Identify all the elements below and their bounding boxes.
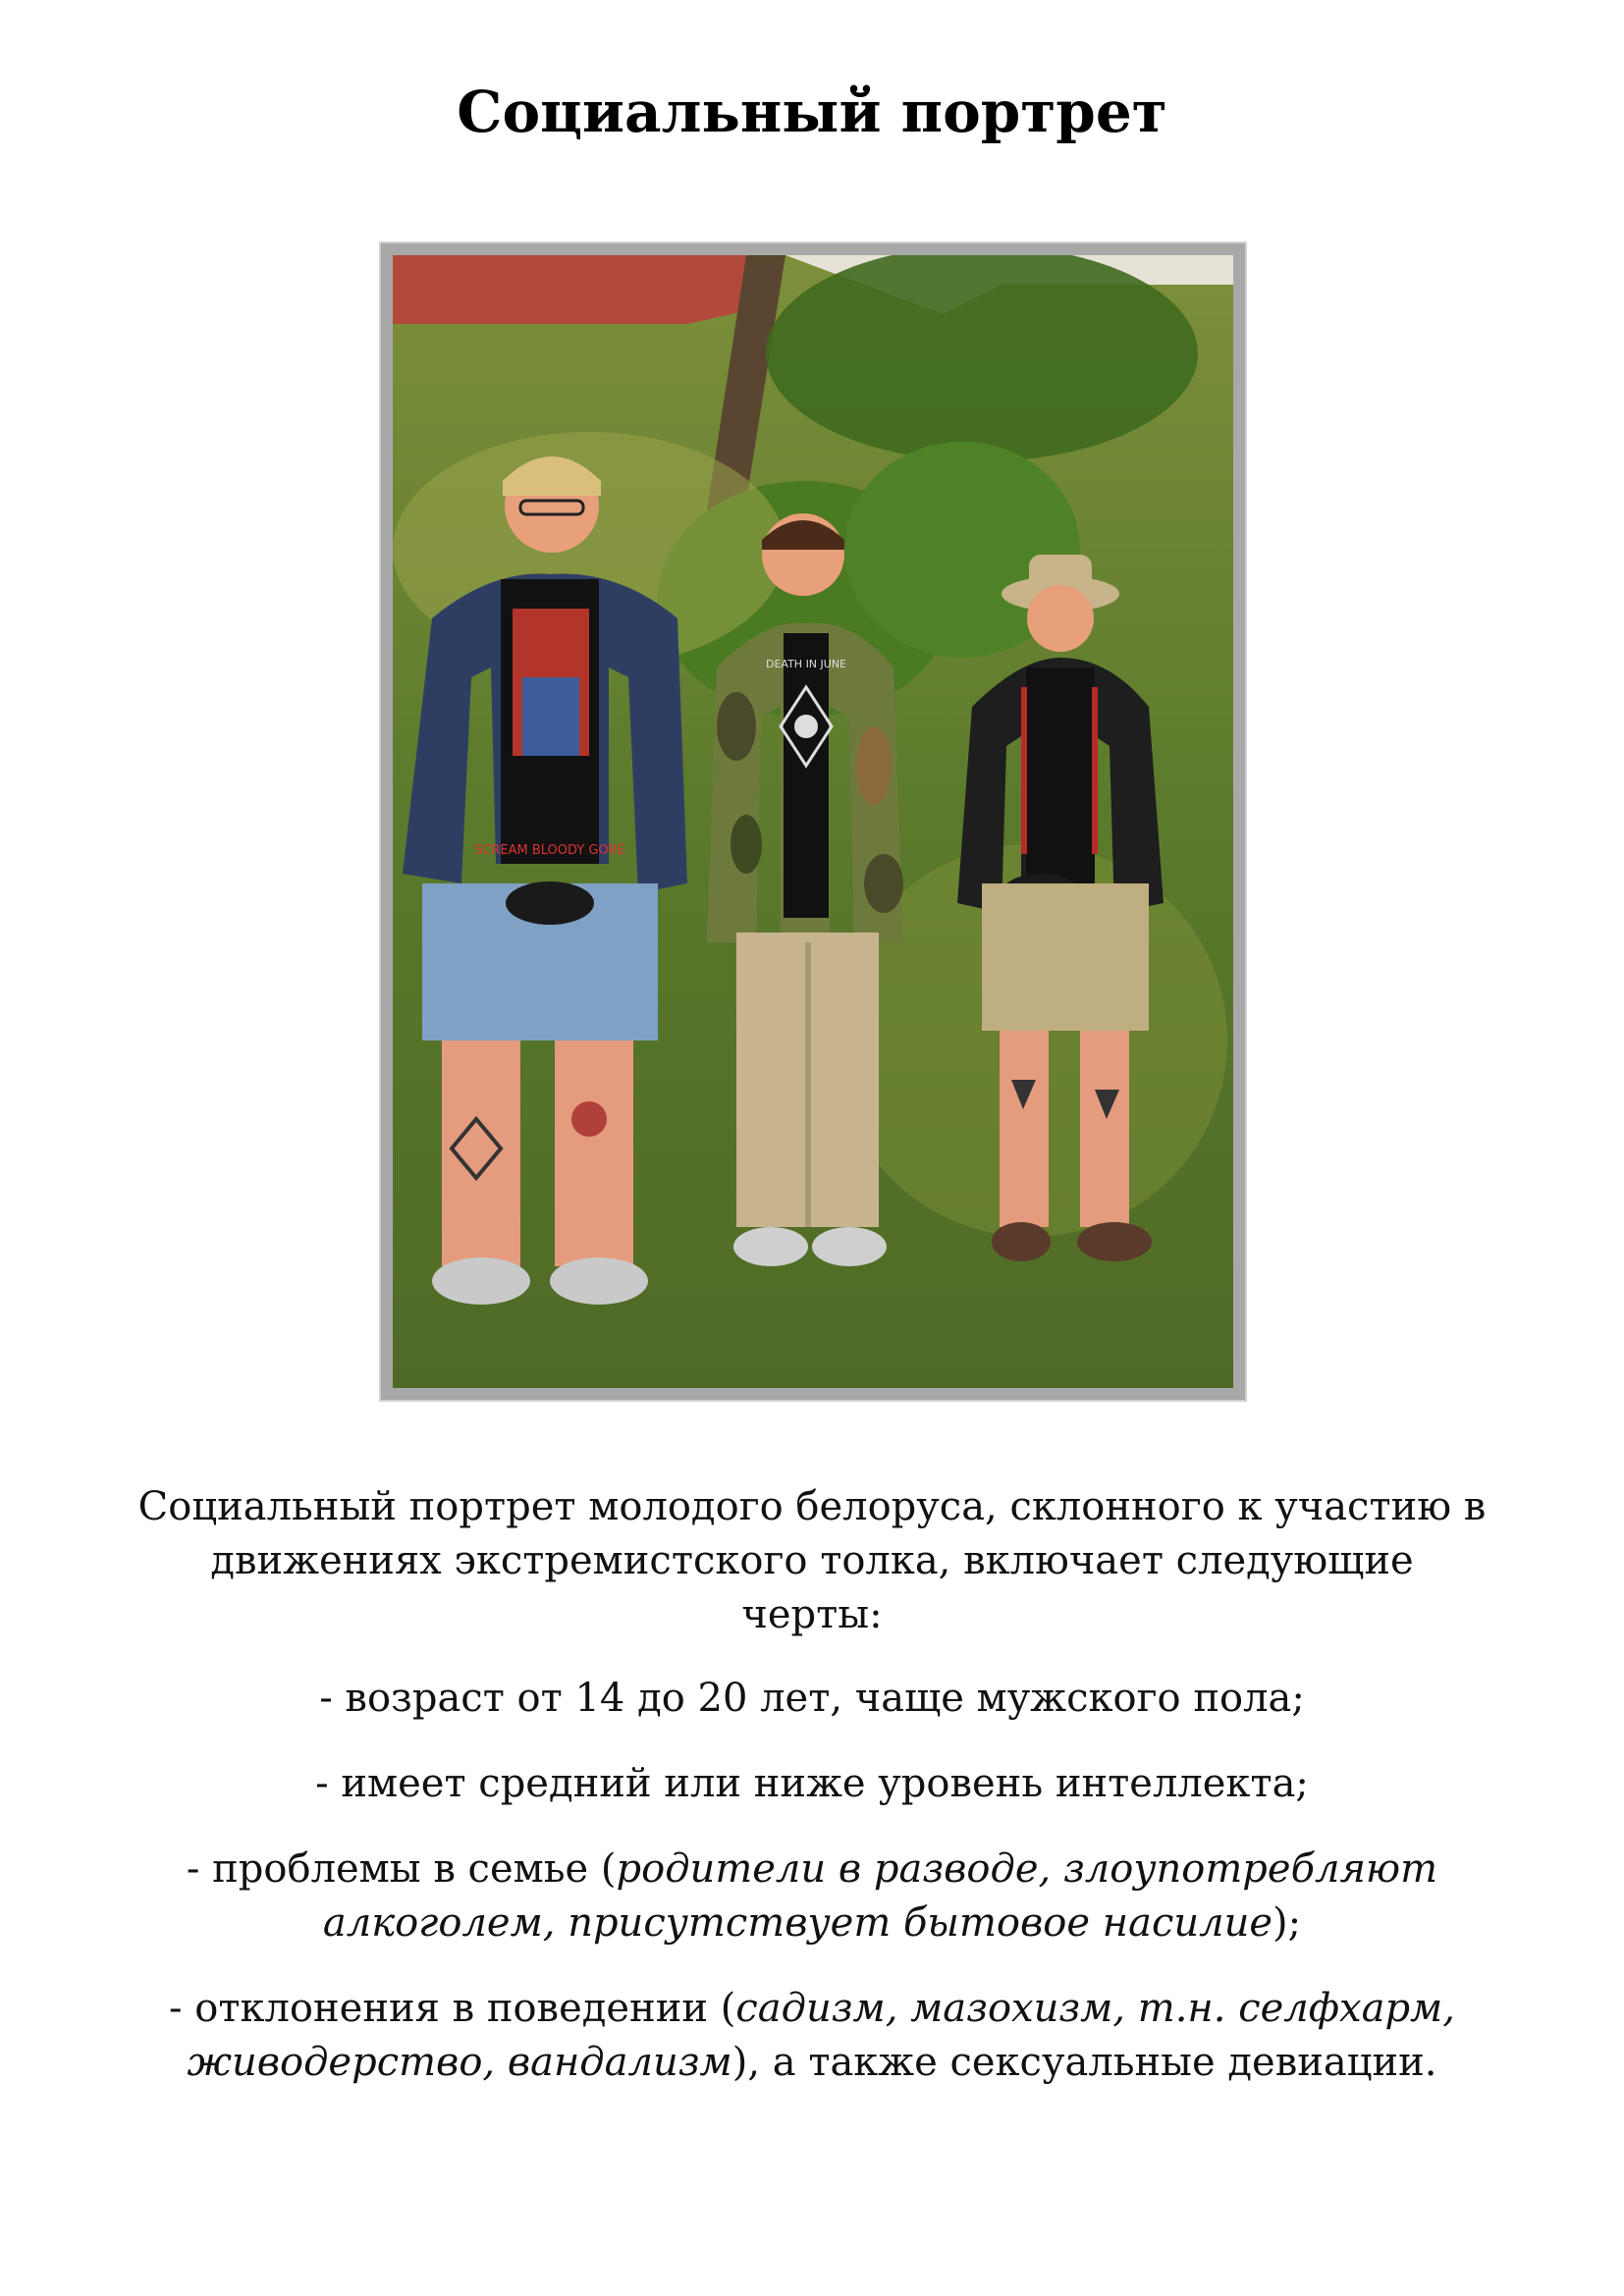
list-item-text: - имеет средний или ниже уровень интеллекта;: [315, 1761, 1309, 1806]
list-item-suffix: );: [1272, 1900, 1302, 1946]
list-item: [137, 1842, 1487, 1950]
intro-paragraph: Социальный портрет молодого белоруса, склонного к участию в движениях экстремистского толка, включает следующие черты:: [137, 1484, 1487, 1637]
list-item: [137, 1672, 1487, 1726]
list-item-italic: родители в разводе, злоупотребляют алкоголем, присутствует бытовое насилие: [322, 1846, 1438, 1946]
list-item: [137, 1982, 1487, 2090]
group-photo-illustration: [393, 255, 1233, 1388]
body-text: [137, 1480, 1487, 2121]
list-item-text: - отклонения в поведении (: [169, 1986, 736, 2031]
list-item: [137, 1757, 1487, 1811]
list-item-text: - возраст от 14 до 20 лет, чаще мужского пола;: [319, 1676, 1305, 1721]
group-photo: [381, 243, 1245, 1400]
shirt-print-left: SCREAM BLOODY GORE: [474, 843, 625, 858]
shirt-print-middle: DEATH IN JUNE: [765, 658, 847, 670]
list-item-italic: садизм, мазохизм, т.н. селфхарм, живодерство, вандализм: [187, 1986, 1455, 2085]
list-item-text: - проблемы в семье (: [186, 1846, 617, 1892]
list-item-suffix: ), а также сексуальные девиации.: [731, 2040, 1437, 2085]
page-title: Социальный портрет: [457, 79, 1167, 145]
